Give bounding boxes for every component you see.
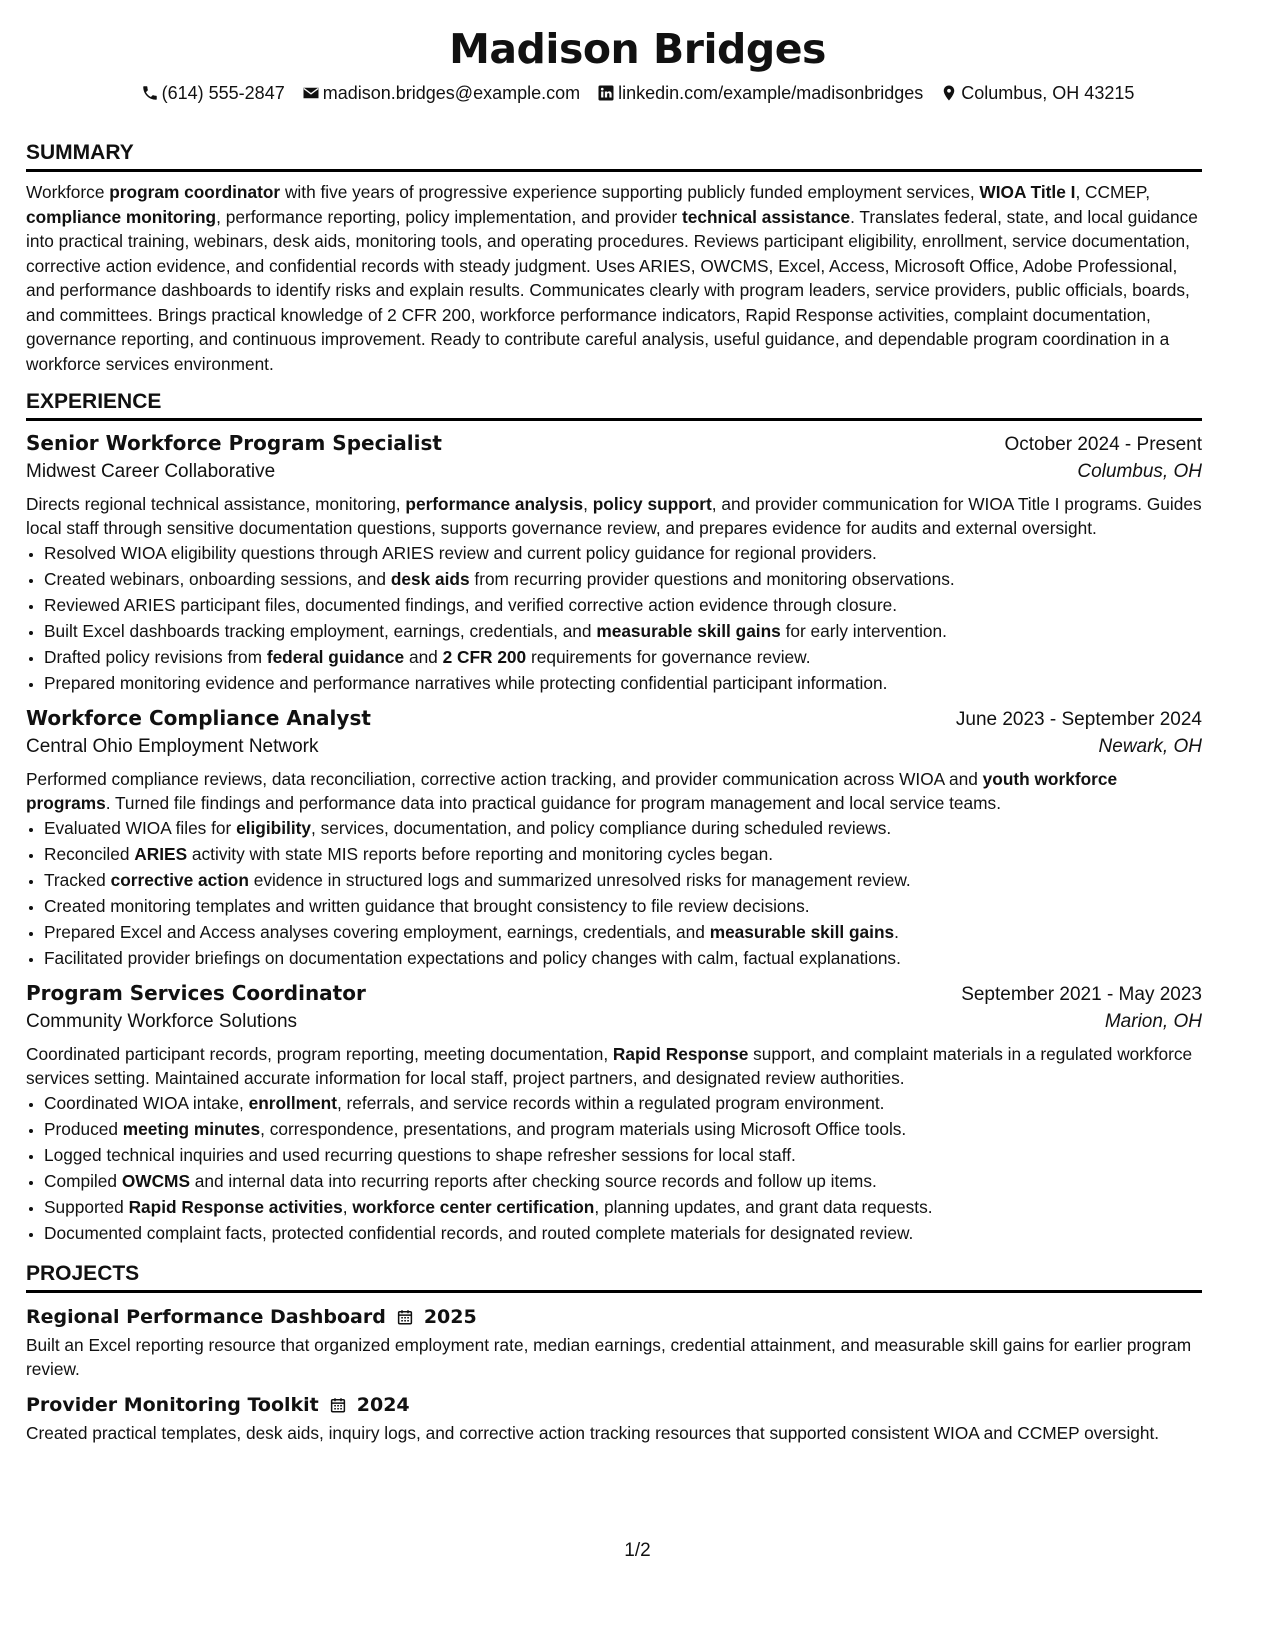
bold-keyword: policy support	[592, 494, 712, 514]
bold-keyword: compliance monitoring	[26, 206, 217, 227]
summary-section	[26, 140, 1202, 376]
bold-keyword: workforce center certification	[352, 1197, 595, 1217]
job-header	[26, 429, 1202, 457]
list-item	[44, 644, 1202, 670]
list-item	[44, 1220, 1202, 1246]
text-run: Built Excel dashboards tracking employment, earnings, credentials, and	[44, 621, 597, 641]
section-divider	[26, 1290, 1202, 1293]
job-dates: June 2023 - September 2024	[955, 709, 1202, 730]
envelope-icon	[302, 84, 320, 102]
job-header	[26, 979, 1202, 1007]
job-entry	[26, 429, 1202, 696]
contact-linkedin[interactable]	[597, 81, 923, 105]
job-list	[26, 429, 1202, 1246]
text-run: Logged technical inquiries and used recurring questions to shape refresher sessions for local staff.	[44, 1145, 796, 1165]
bold-keyword: performance analysis	[405, 494, 584, 514]
list-item	[44, 670, 1202, 696]
calendar-icon	[396, 1308, 414, 1326]
job-location: Columbus, OH	[1077, 461, 1202, 482]
section-divider	[26, 418, 1202, 421]
list-item	[44, 893, 1202, 919]
linkedin-icon	[597, 84, 615, 102]
text-run: , referrals, and service records within a regulated program environment.	[336, 1093, 885, 1113]
job-title: Workforce Compliance Analyst	[26, 706, 371, 730]
project-description: Built an Excel reporting resource that organized employment rate, median earnings, credential attainment, and measurable skill gains for earlier program review.	[26, 1335, 1192, 1379]
project-year: 2025	[423, 1306, 477, 1328]
calendar-icon	[329, 1396, 347, 1414]
job-description	[26, 767, 1202, 815]
list-item	[44, 815, 1202, 841]
achievement-list	[26, 815, 1202, 971]
achievement-list	[26, 540, 1202, 696]
job-subheader	[26, 458, 1202, 486]
text-run: with five years of progressive experience supporting publicly funded employment services,	[280, 182, 980, 202]
bold-keyword: enrollment	[248, 1093, 337, 1113]
bold-keyword: desk aids	[390, 569, 470, 589]
text-run: Drafted policy revisions from	[44, 647, 267, 667]
summary-text	[26, 180, 1202, 376]
text-run: Reviewed ARIES participant files, documented findings, and verified corrective action evidence through closure.	[44, 595, 898, 615]
text-run: Evaluated WIOA files for	[44, 818, 237, 838]
project-header	[26, 1303, 1202, 1331]
job-entry	[26, 979, 1202, 1246]
job-dates: October 2024 - Present	[1004, 434, 1202, 455]
project-year: 2024	[356, 1394, 410, 1416]
text-run: Coordinated WIOA intake,	[44, 1093, 249, 1113]
job-subheader	[26, 1008, 1202, 1036]
list-item	[44, 540, 1202, 566]
text-run: Reconciled	[44, 844, 135, 864]
experience-heading: EXPERIENCE	[26, 390, 162, 413]
text-run: Prepared monitoring evidence and performance narratives while protecting confidential participant information.	[44, 673, 888, 693]
list-item	[44, 618, 1202, 644]
text-run: ,	[583, 494, 593, 514]
email-text: madison.bridges@example.com	[322, 83, 581, 103]
text-run: , services, documentation, and policy compliance during scheduled reviews.	[311, 818, 892, 838]
list-item	[44, 867, 1202, 893]
list-item	[44, 1090, 1202, 1116]
list-item	[44, 1116, 1202, 1142]
achievement-list	[26, 1090, 1202, 1246]
text-run: from recurring provider questions and monitoring observations.	[469, 569, 955, 589]
text-run: ,	[342, 1197, 353, 1217]
job-header	[26, 704, 1202, 732]
text-run: Facilitated provider briefings on documentation expectations and policy changes with calm, factual explanations.	[44, 948, 901, 968]
job-description	[26, 492, 1202, 540]
list-item	[44, 919, 1202, 945]
project-list	[26, 1303, 1202, 1445]
employer-name: Central Ohio Employment Network	[26, 736, 319, 757]
text-run: . Turned file findings and performance data into practical guidance for program management and local service teams.	[105, 793, 1001, 813]
job-location: Marion, OH	[1104, 1011, 1202, 1032]
bold-keyword: OWCMS	[121, 1171, 190, 1191]
bold-keyword: youth workforce programs	[26, 769, 1118, 813]
project-name: Provider Monitoring Toolkit	[26, 1394, 319, 1416]
list-item	[44, 1142, 1202, 1168]
bold-keyword: technical assistance	[682, 206, 851, 227]
text-run: Coordinated participant records, program reporting, meeting documentation,	[26, 1044, 613, 1064]
phone-icon	[141, 84, 159, 102]
job-dates: September 2021 - May 2023	[961, 984, 1202, 1005]
text-run: for early intervention.	[780, 621, 947, 641]
bold-keyword: eligibility	[236, 818, 311, 838]
project-entry	[26, 1303, 1202, 1381]
summary-heading: SUMMARY	[26, 141, 134, 164]
section-divider	[26, 169, 1202, 172]
map-pin-icon	[940, 84, 958, 102]
text-run: support, and complaint materials in a regulated workforce services setting. Maintained accurate information for local staff, project partners, and designated review authorities.	[26, 1044, 1193, 1088]
project-description: Created practical templates, desk aids, inquiry logs, and corrective action tracking resources that supported consistent WIOA and CCMEP oversight.	[26, 1423, 1160, 1443]
bold-keyword: measurable skill gains	[596, 621, 781, 641]
experience-section	[26, 389, 1202, 1246]
projects-heading: PROJECTS	[26, 1262, 140, 1285]
bold-keyword: Rapid Response	[612, 1044, 749, 1064]
contact-location	[940, 81, 1134, 105]
bold-keyword: 2 CFR 200	[442, 647, 527, 667]
text-run: evidence in structured logs and summarized unresolved risks for management review.	[248, 870, 911, 890]
text-run: , correspondence, presentations, and program materials using Microsoft Office tools.	[260, 1119, 907, 1139]
contact-bar	[73, 81, 1202, 105]
bold-keyword: Rapid Response activities	[128, 1197, 343, 1217]
phone-text: (614) 555-2847	[161, 83, 285, 103]
bold-keyword: ARIES	[134, 844, 188, 864]
text-run: requirements for governance review.	[526, 647, 811, 667]
text-run: Produced	[44, 1119, 123, 1139]
project-name: Regional Performance Dashboard	[26, 1306, 386, 1328]
job-title: Program Services Coordinator	[26, 981, 366, 1005]
project-header	[26, 1391, 1202, 1419]
contact-email[interactable]	[302, 81, 580, 105]
text-run: Created monitoring templates and written guidance that brought consistency to file review decisions.	[44, 896, 810, 916]
page-number: 1/2	[624, 1540, 651, 1561]
text-run: Documented complaint facts, protected confidential records, and routed complete materials for designated review.	[44, 1223, 914, 1243]
text-run: . Translates federal, state, and local guidance into practical training, webinars, desk aids, monitoring tools, and operating procedures. Reviews participant eligibility, enrollment, service documentation, corrective action evidence, and confidential records with steady judgment. Uses ARIES, OWCMS, Excel, Access, Microsoft Office, Adobe Professional, and performance dashboards to identify risks and explain results. Communicates clearly with program leaders, service providers, public officials, boards, and committees. Brings practical knowledge of 2 CFR 200, workforce performance indicators, Rapid Response activities, complaint documentation, governance reporting, and continuous improvement. Ready to contribute careful analysis, useful guidance, and dependable program coordination in a workforce services environment.	[26, 206, 1198, 374]
linkedin-text: linkedin.com/example/madisonbridges	[618, 83, 924, 103]
text-run: activity with state MIS reports before reporting and monitoring cycles began.	[187, 844, 774, 864]
bold-keyword: WIOA Title I	[979, 182, 1076, 202]
bold-keyword: measurable skill gains	[709, 922, 895, 942]
employer-name: Midwest Career Collaborative	[26, 461, 276, 482]
list-item	[44, 1194, 1202, 1220]
bold-keyword: meeting minutes	[122, 1119, 261, 1139]
candidate-name: Madison Bridges	[449, 25, 826, 73]
text-run: , CCMEP,	[1075, 182, 1151, 202]
list-item	[44, 1168, 1202, 1194]
list-item	[44, 841, 1202, 867]
projects-section	[26, 1261, 1202, 1445]
text-run: and internal data into recurring reports after checking source records and follow up items.	[189, 1171, 877, 1191]
job-description	[26, 1042, 1202, 1090]
text-run: .	[894, 922, 899, 942]
text-run: , planning updates, and grant data requests.	[594, 1197, 933, 1217]
job-location: Newark, OH	[1098, 736, 1202, 757]
text-run: Created webinars, onboarding sessions, and	[44, 569, 391, 589]
contact-phone[interactable]	[141, 81, 285, 105]
text-run: Supported	[44, 1197, 129, 1217]
text-run: Performed compliance reviews, data reconciliation, corrective action tracking, and provider communication across WIOA and	[26, 769, 983, 789]
text-run: , and provider communication for WIOA Title I programs. Guides local staff through sensitive documentation questions, supports governance review, and prepares evidence for audits and external oversight.	[26, 494, 1202, 538]
text-run: Resolved WIOA eligibility questions through ARIES review and current policy guidance for regional providers.	[44, 543, 877, 563]
location-text: Columbus, OH 43215	[961, 83, 1135, 103]
job-subheader	[26, 733, 1202, 761]
text-run: and	[404, 647, 443, 667]
bold-keyword: corrective action	[110, 870, 249, 890]
bold-keyword: federal guidance	[266, 647, 405, 667]
list-item	[44, 945, 1202, 971]
text-run: , performance reporting, policy implementation, and provider	[216, 206, 682, 227]
list-item	[44, 592, 1202, 618]
text-run: Tracked	[44, 870, 111, 890]
job-entry	[26, 704, 1202, 971]
text-run: Prepared Excel and Access analyses covering employment, earnings, credentials, and	[44, 922, 710, 942]
text-run: Compiled	[44, 1171, 122, 1191]
text-run: Directs regional technical assistance, monitoring,	[26, 494, 406, 514]
bold-keyword: program coordinator	[109, 182, 281, 202]
text-run: Workforce	[26, 182, 110, 202]
list-item	[44, 566, 1202, 592]
employer-name: Community Workforce Solutions	[26, 1011, 298, 1032]
project-entry	[26, 1391, 1202, 1445]
job-title: Senior Workforce Program Specialist	[26, 431, 442, 455]
